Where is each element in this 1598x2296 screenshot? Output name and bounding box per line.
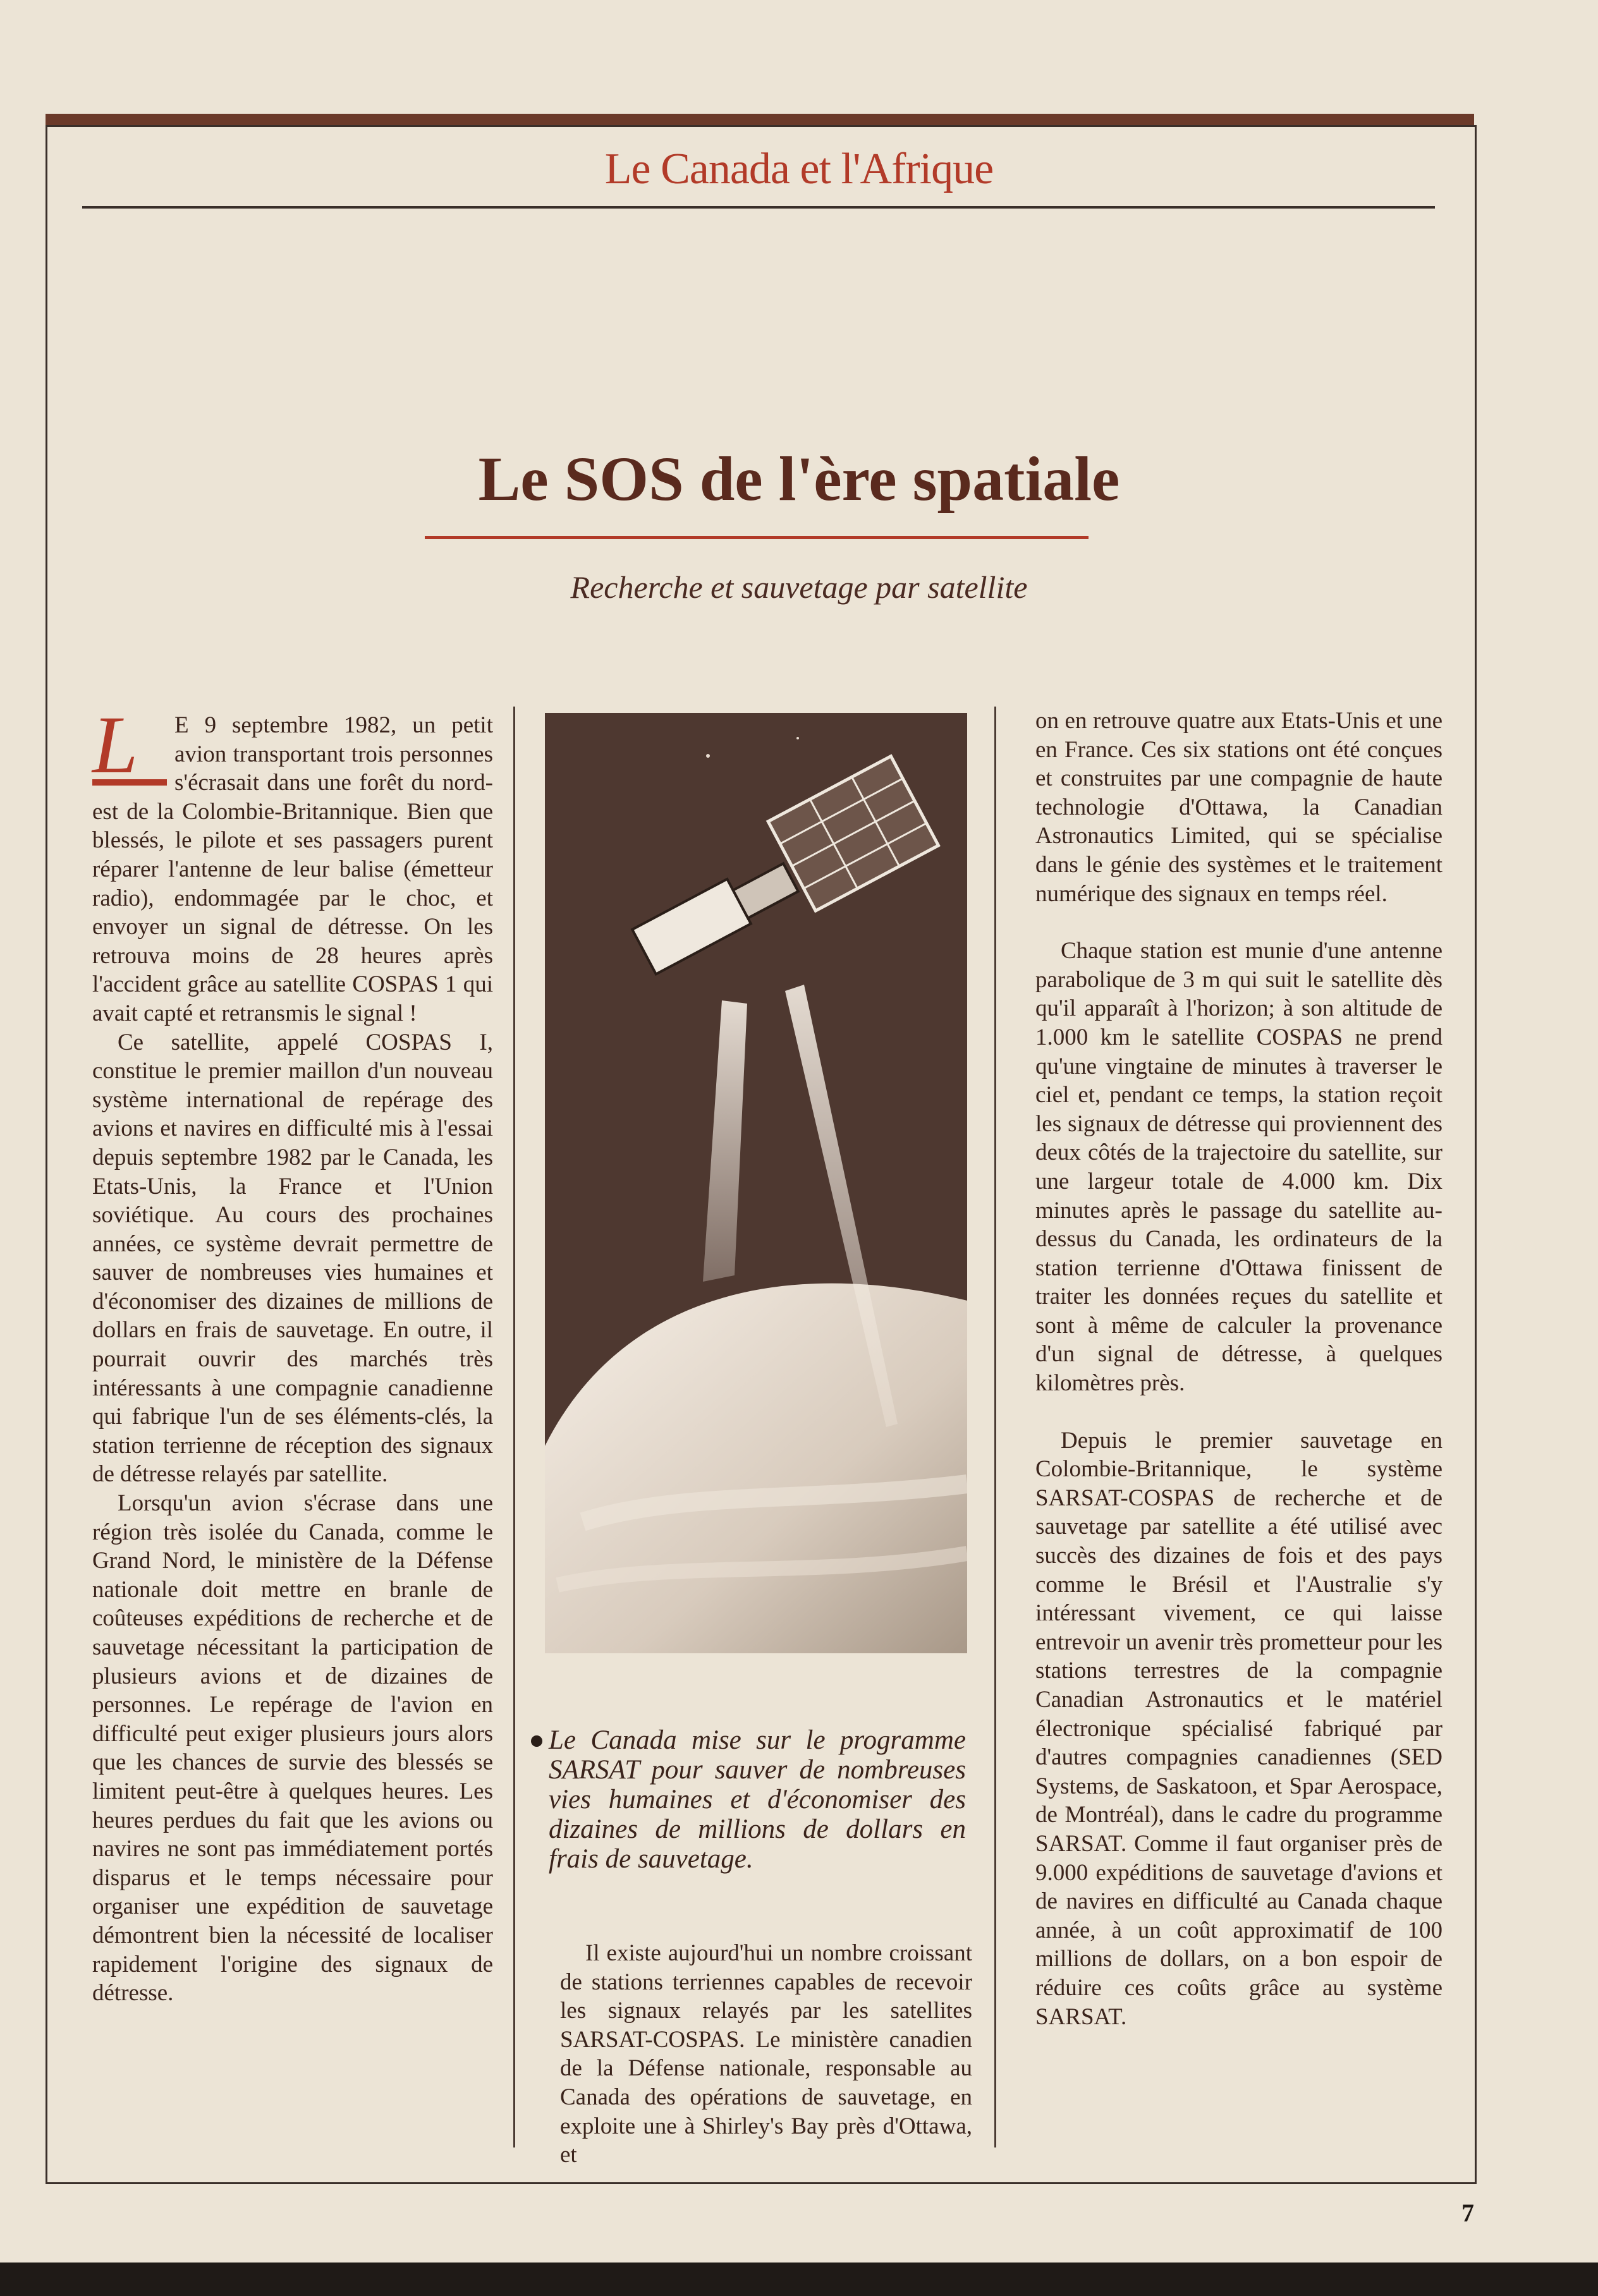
bullet-icon: [531, 1735, 542, 1747]
header-divider: [82, 206, 1435, 209]
column-middle: [560, 1939, 972, 2170]
column-left: [92, 700, 493, 2008]
photo-caption: Le Canada mise sur le programme SARSAT pour sauver de nombreuses vies humaines et d'économiser des dizaines de millions de dollars en frais de sauvetage.: [549, 1725, 966, 1874]
column-divider-right: [994, 707, 996, 2147]
column-right: [1035, 707, 1442, 2031]
paragraph-right-1: on en retrouve quatre aux Etats-Unis et une en France. Ces six stations ont été conçues et construites par une compagnie de haute technologie d'Ottawa, la Canadian Astronautics Limited, qui se spécialise dans le génie des systèmes et le traitement numérique des signaux en temps réel.: [1035, 708, 1442, 907]
title-underline: [425, 536, 1089, 539]
star: [796, 737, 799, 739]
star: [706, 754, 710, 758]
section-header: Le Canada et l'Afrique: [604, 145, 994, 193]
paragraph-3: Lorsqu'un avion s'écrase dans une région très isolée du Canada, comme le Grand Nord, le ministère de la Défense nationale doit mettre en branle de coûteuses expéditions de recherche et de sauvetage nécessitant la participation de plusieurs avions et de dizaines de personnes. Le repérage de l'avion en difficulté peut exiger plusieurs jours alors que les chances de survie des blessés se limitent peut-être à quelques heures. Les heures perdues du fait que les avions ou navires ne sont pas immédiatement portés disparus et le temps nécessaire pour organiser une expédition de sauvetage démontrent bien la nécessité de localiser rapidement l'origine des signaux de détresse.: [92, 1490, 493, 2007]
column-divider-left: [513, 707, 515, 2147]
paragraph-right-2: Chaque station est munie d'une antenne parabolique de 3 m qui suit le satellite dès qu'il apparaît à l'horizon; à son altitude de 1.000 km le satellite COSPAS ne prend qu'une vingtaine de minutes à traverser le ciel et, pendant ce temps, la station reçoit les signaux de détresse qui proviennent des deux côtés de la trajectoire du satellite, sur une largeur totale de 4.000 km. Dix minutes après le passage du satellite au-dessus du Canada, les ordinateurs de la station terrienne d'Ottawa finissent de traiter les données reçues du satellite et sont à même de calculer la provenance d'un signal de détresse, à quelques kilomètres près.: [1035, 938, 1442, 1397]
paragraph-right-3: Depuis le premier sauvetage en Colombie-Britannique, le système SARSAT-COSPAS de recherche et de sauvetage par satellite a été utilisé avec succès des dizaines de fois et des pays comme le Brésil et l'Australie s'y intéressant vivement, ce qui laisse entrevoir un avenir très prometteur pour les stations terrestres de la compagnie Canadian Astronautics et le matériel électronique spécialisé fabriqué par d'autres compagnies canadiennes (SED Systems, de Saskatoon, et Spar Aerospace, de Montréal), dans le cadre du programme SARSAT. Comme il faut organiser près de 9.000 expéditions de sauvetage d'avions et de navires en difficulté au Canada chaque année, à un coût approximatif de 100 millions de dollars, on a bon espoir de réduire ces coûts grâce au système SARSAT.: [1035, 1427, 1442, 2030]
drop-cap: L: [92, 714, 174, 786]
top-rule: [46, 114, 1474, 125]
scan-edge: [0, 2263, 1598, 2296]
paragraph-2: Ce satellite, appelé COSPAS I, constitue le premier maillon d'un nouveau système international de repérage des avions et navires en difficulté mis à l'essai depuis septembre 1982 par le Canada, les Etats-Unis, la France et l'Union soviétique. Au cours des prochaines années, ce système devrait permettre de sauver de nombreuses vies humaines et d'économiser des dizaines de millions de dollars en frais de sauvetage. En outre, il pourrait ouvrir des marchés très intéressants à une compagnie canadienne qui fabrique l'un de ses éléments-clés, la station terrienne de réception des signaux de détresse relayés par satellite.: [92, 1029, 493, 1488]
paragraph-1: E 9 septembre 1982, un petit avion transportant trois personnes s'écrasait dans une forêt du nord-est de la Colombie-Britannique. Bien que blessés, le pilote et ses passagers purent réparer l'antenne de leur balise (émetteur radio), endommagée par le choc, et envoyer un signal de détresse. On les retrouva moins de 28 heures après l'accident grâce au satellite COSPAS 1 qui avait capté et retransmis le signal !: [92, 712, 493, 1026]
article-title: Le SOS de l'ère spatiale: [478, 444, 1120, 514]
satellite-illustration: [545, 713, 967, 1653]
page-number: 7: [1461, 2199, 1474, 2227]
paragraph-middle: Il existe aujourd'hui un nombre croissant de stations terriennes capables de recevoir les signaux relayés par les satellites SARSAT-COSPAS. Le ministère canadien de la Défense nationale, responsable au Canada des opérations de sauvetage, en exploite une à Shirley's Bay près d'Ottawa, et: [560, 1940, 972, 2168]
article-subtitle: Recherche et sauvetage par satellite: [570, 569, 1028, 605]
